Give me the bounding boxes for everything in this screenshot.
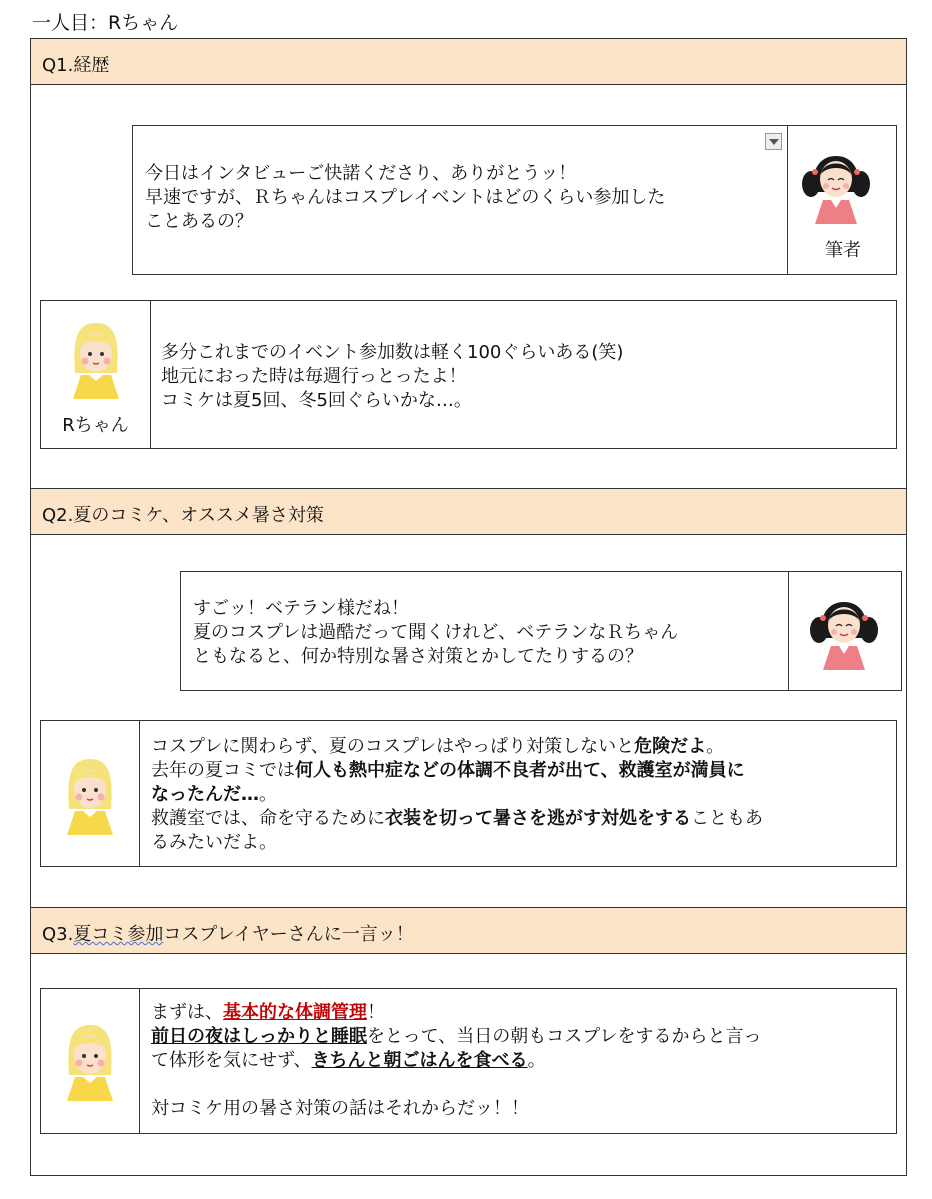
- dropdown-arrow-icon[interactable]: [765, 133, 782, 150]
- r-avatar-icon: [55, 753, 125, 835]
- bubble-divider: [150, 301, 151, 448]
- r-avatar-icon: [55, 1019, 125, 1101]
- section-header-q1: Q1.経歴: [30, 38, 907, 85]
- author-label: 筆者: [825, 240, 861, 261]
- author-text-q1[interactable]: 今日はインタビューご快諾くださり、ありがとうッ！ 早速ですが、Ｒちゃんはコスプレイベントはどのくらい参加した ことあるの？: [145, 163, 666, 232]
- r-bubble-q2: [40, 720, 897, 867]
- r-bubble-q3: [40, 988, 897, 1134]
- bubble-divider: [788, 572, 789, 690]
- r-text-q2: コスプレに関わらず、夏のコスプレはやっぱり対策しないと危険だよ。 去年の夏コミでは何人も熱中症などの体調不良者が出て、救護室が満員に なったんだ…。 救護室では、命を守るために衣装を切って暑さを逃がす対処をすることもあ るみたいだよ。: [151, 736, 763, 853]
- author-text-q2: すごッ！ベテラン様だね！ 夏のコスプレは過酷だって聞くけれど、ベテランなＲちゃん ともなると、何か特別な暑さ対策とかしてたりするの？: [193, 598, 679, 667]
- r-text-q3: まずは、基本的な体調管理！ 前日の夜はしっかりと睡眠をとって、当日の朝もコスプレをするからと言っ て体形を気にせず、きちんと朝ごはんを食べる。 対コミケ用の暑さ対策の話はそれからだッ！！: [151, 1002, 762, 1119]
- author-bubble-q2: [180, 571, 902, 691]
- r-label: Rちゃん: [62, 415, 129, 436]
- r-bubble-q1: [40, 300, 897, 449]
- bubble-divider: [787, 126, 788, 274]
- section-header-q3: Q3.夏コミ参加コスプレイヤーさんに一言ッ！: [30, 907, 907, 954]
- author-avatar-icon: [809, 588, 879, 670]
- spellcheck-underline: 夏コミ参加: [73, 924, 164, 945]
- bubble-divider: [139, 989, 140, 1133]
- bubble-divider: [139, 721, 140, 866]
- r-text-q1: 多分これまでのイベント参加数は軽く100ぐらいある(笑) 地元におった時は毎週行っとったよ！ コミケは夏5回、冬5回ぐらいかな…。: [161, 342, 624, 411]
- author-avatar-icon: [801, 142, 871, 224]
- section-header-q2: Q2.夏のコミケ、オススメ暑さ対策: [30, 488, 907, 535]
- author-bubble-q1: [132, 125, 897, 275]
- document-title: 一人目：Rちゃん: [32, 12, 179, 34]
- r-avatar-icon: [61, 317, 131, 399]
